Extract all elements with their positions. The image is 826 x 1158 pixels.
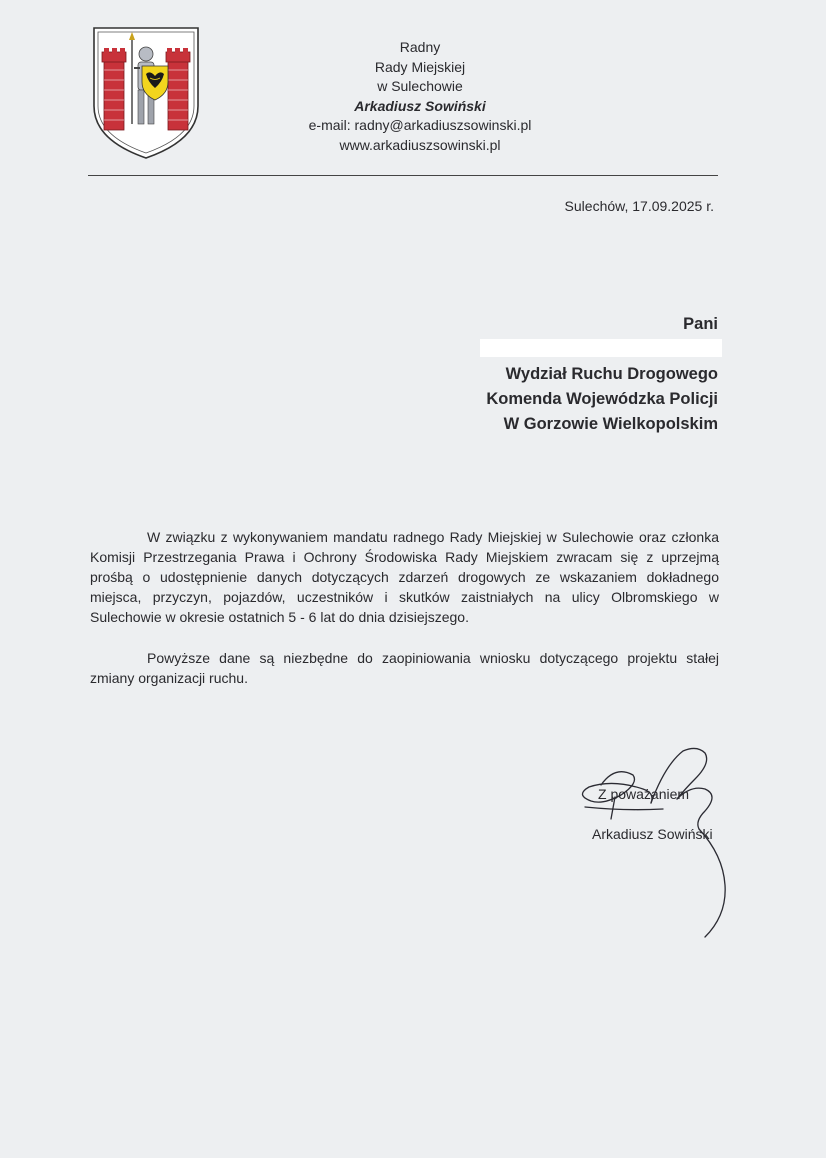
closing-greeting: Z poważaniem xyxy=(598,786,690,802)
coat-of-arms-icon xyxy=(88,24,204,162)
recipient-department: Wydział Ruchu Drogowego xyxy=(505,365,718,383)
letter-body xyxy=(90,527,719,688)
closing-block xyxy=(592,774,713,854)
recipient-institution: Komenda Wojewódzka Policji xyxy=(486,390,718,408)
header-name: Arkadiusz Sowiński xyxy=(354,97,486,114)
header-title: Radny xyxy=(399,39,441,55)
letterhead xyxy=(270,38,570,155)
header-council: Rady Miejskiej xyxy=(374,58,466,75)
body-paragraph-1: W związku z wykonywaniem mandatu radnego Rady Miejskiej w Sulechowie oraz członka Komisji Przestrzegania Prawa i Ochrony Środowiska Rady Miejskiem zwracam się z uprzejmą prośbą o udostępnienie danych dotyczących zdarzeń drogowych ze wskazaniem dokładnego miejsca, przyczyn, pojazdów, uczestników i skutków zaistniałych na ulicy Olbromskiego w Sulechowie w okresie ostatnich 5 - 6 lat do dnia dzisiejszego. xyxy=(90,529,719,625)
recipient-salutation: Pani xyxy=(683,315,718,333)
redaction-box xyxy=(480,339,722,357)
body-paragraph-2: Powyższe dane są niezbędne do zaopiniowania wniosku dotyczącego projektu stałej zmiany organizacji ruchu. xyxy=(90,650,719,686)
recipient-block xyxy=(486,312,718,437)
header-town: w Sulechowie xyxy=(377,78,463,94)
header-divider xyxy=(88,175,718,176)
signer-name: Arkadiusz Sowiński xyxy=(592,826,713,842)
header-website: www.arkadiuszsowinski.pl xyxy=(339,136,501,153)
recipient-city: W Gorzowie Wielkopolskim xyxy=(503,415,718,433)
letter-date: Sulechów, 17.09.2025 r. xyxy=(564,198,714,214)
header-email: e-mail: radny@arkadiuszsowinski.pl xyxy=(308,117,532,133)
